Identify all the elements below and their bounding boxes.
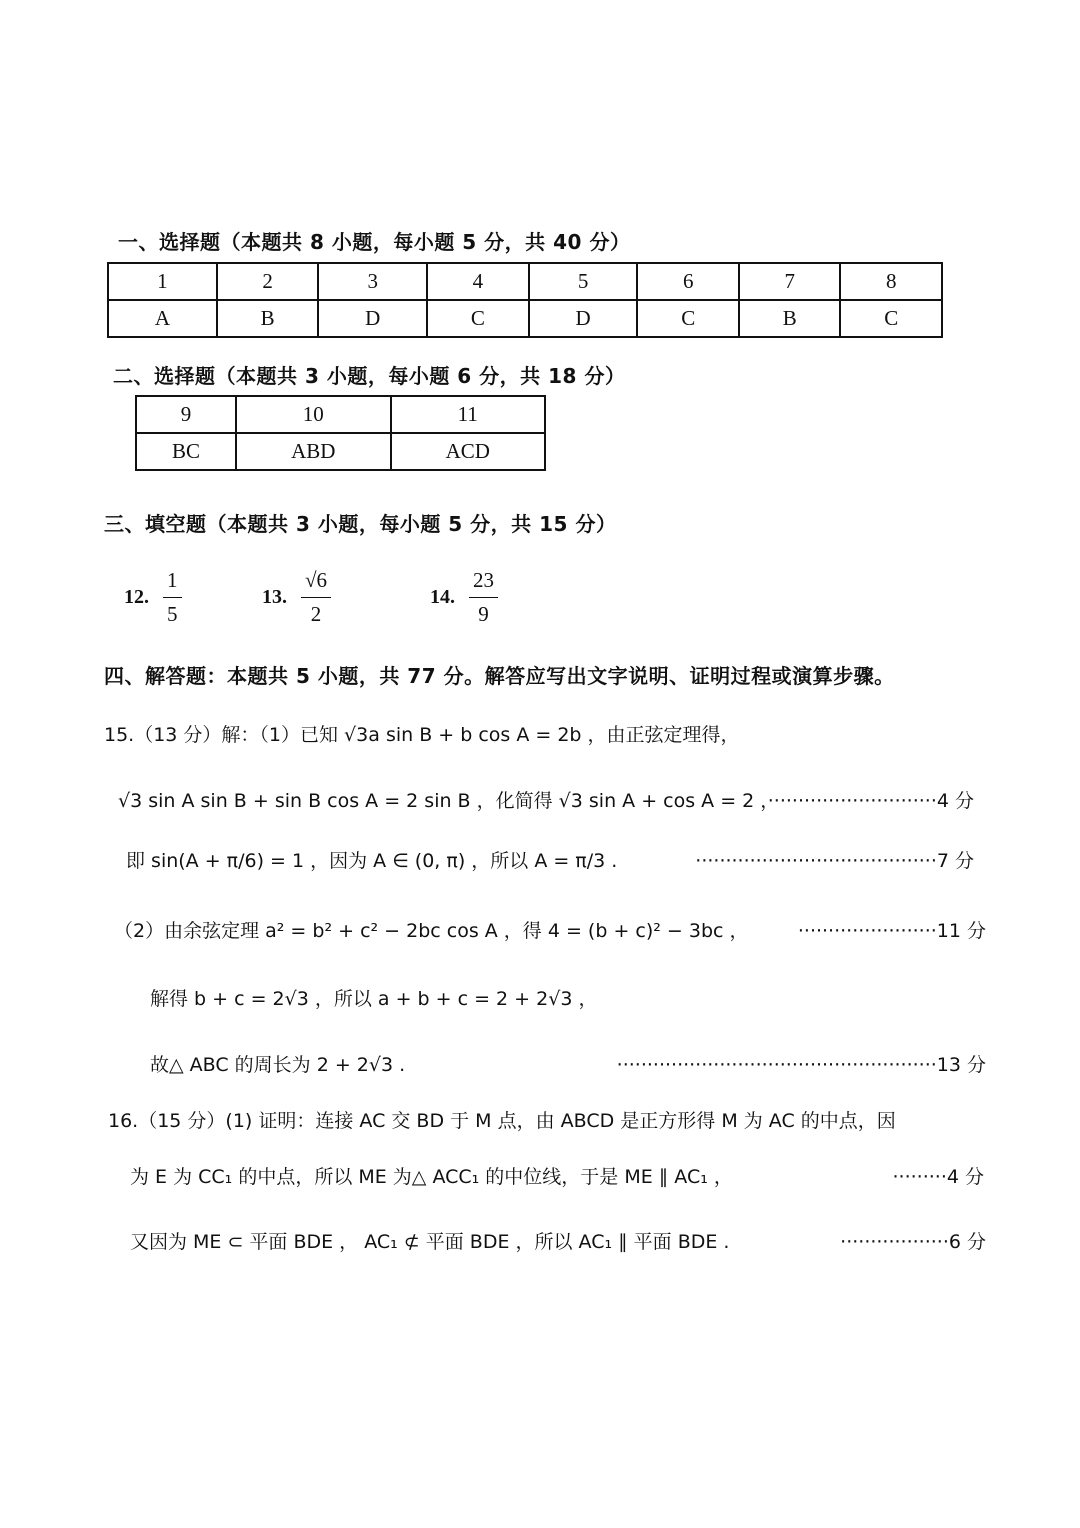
q15-line4-score: ·······················11 分 — [797, 920, 986, 942]
answer-cell: BC — [136, 433, 236, 470]
q15-line6-score: ·····················································13 分 — [616, 1054, 986, 1076]
question-number-cell: 9 — [136, 396, 236, 433]
question-number-cell: 5 — [529, 263, 638, 300]
answer-cell: ACD — [391, 433, 545, 470]
question-number-cell: 3 — [318, 263, 427, 300]
item-label: 14. — [430, 586, 455, 608]
fraction — [469, 570, 498, 625]
q15-line1: 15.（13 分）解：（1）已知 √3a sin B + b cos A = 2b ，由正弦定理得， — [104, 724, 740, 746]
item-label: 13. — [262, 586, 287, 608]
section3-heading: 三、填空题（本题共 3 小题，每小题 5 分，共 15 分） — [104, 512, 617, 536]
fraction — [301, 570, 331, 625]
item-label: 12. — [124, 586, 149, 608]
section1-answer-table — [107, 262, 943, 338]
numerator: 1 — [163, 570, 182, 598]
question-number-cell: 4 — [427, 263, 529, 300]
q15-line3: 即 sin(A + π/6) = 1 ，因为 A ∈ (0, π) ，所以 A = π/3 . — [126, 850, 618, 872]
question-number-cell: 1 — [108, 263, 217, 300]
question-number-cell: 11 — [391, 396, 545, 433]
fill-item-12 — [124, 570, 182, 625]
question-number-cell: 8 — [840, 263, 942, 300]
denominator: 5 — [167, 602, 178, 626]
denominator: 9 — [478, 602, 489, 626]
answer-cell: D — [318, 300, 427, 337]
q16-line2-score: ·········4 分 — [892, 1166, 984, 1188]
q16-line3: 又因为 ME ⊂ 平面 BDE ， AC₁ ⊄ 平面 BDE ，所以 AC₁ ∥ 平面 BDE . — [130, 1231, 730, 1253]
section1-heading: 一、选择题（本题共 8 小题，每小题 5 分，共 40 分） — [118, 230, 631, 254]
q15-line2: √3 sin A sin B + sin B cos A = 2 sin B ，化简得 √3 sin A + cos A = 2 ， — [118, 790, 780, 812]
question-number-cell: 7 — [739, 263, 841, 300]
answer-cell: C — [637, 300, 739, 337]
fill-item-13 — [262, 570, 331, 625]
q15-line2-score: ····························4 分 — [767, 790, 974, 812]
numerator: 23 — [469, 570, 498, 598]
q16-line3-score: ··················6 分 — [840, 1231, 986, 1253]
answer-cell: C — [427, 300, 529, 337]
answer-cell: A — [108, 300, 217, 337]
fraction — [163, 570, 182, 625]
q16-line1: 16.（15 分）(1) 证明：连接 AC 交 BD 于 M 点，由 ABCD 是正方形得 M 为 AC 的中点，因 — [108, 1110, 896, 1132]
answer-cell: C — [840, 300, 942, 337]
numerator: √6 — [301, 570, 331, 598]
question-number-cell: 10 — [236, 396, 390, 433]
fill-item-14 — [430, 570, 498, 625]
q15-line5: 解得 b + c = 2√3 ，所以 a + b + c = 2 + 2√3 ， — [150, 988, 598, 1010]
denominator: 2 — [310, 602, 322, 626]
question-number-cell: 2 — [217, 263, 319, 300]
answer-cell: D — [529, 300, 638, 337]
section2-heading: 二、选择题（本题共 3 小题，每小题 6 分，共 18 分） — [113, 364, 626, 388]
answer-cell: B — [217, 300, 319, 337]
q15-line3-score: ········································7 分 — [695, 850, 974, 872]
q15-line6: 故△ ABC 的周长为 2 + 2√3 . — [150, 1054, 406, 1076]
q16-line2: 为 E 为 CC₁ 的中点，所以 ME 为△ ACC₁ 的中位线，于是 ME ∥ AC₁ ， — [130, 1166, 733, 1188]
answer-cell: B — [739, 300, 841, 337]
question-number-cell: 6 — [637, 263, 739, 300]
q15-line4: （2）由余弦定理 a² = b² + c² − 2bc cos A ，得 4 = (b + c)² − 3bc ， — [114, 920, 749, 942]
answer-cell: ABD — [236, 433, 390, 470]
section4-heading: 四、解答题：本题共 5 小题，共 77 分。解答应写出文字说明、证明过程或演算步骤。 — [104, 664, 895, 688]
section2-answer-table — [135, 395, 546, 471]
